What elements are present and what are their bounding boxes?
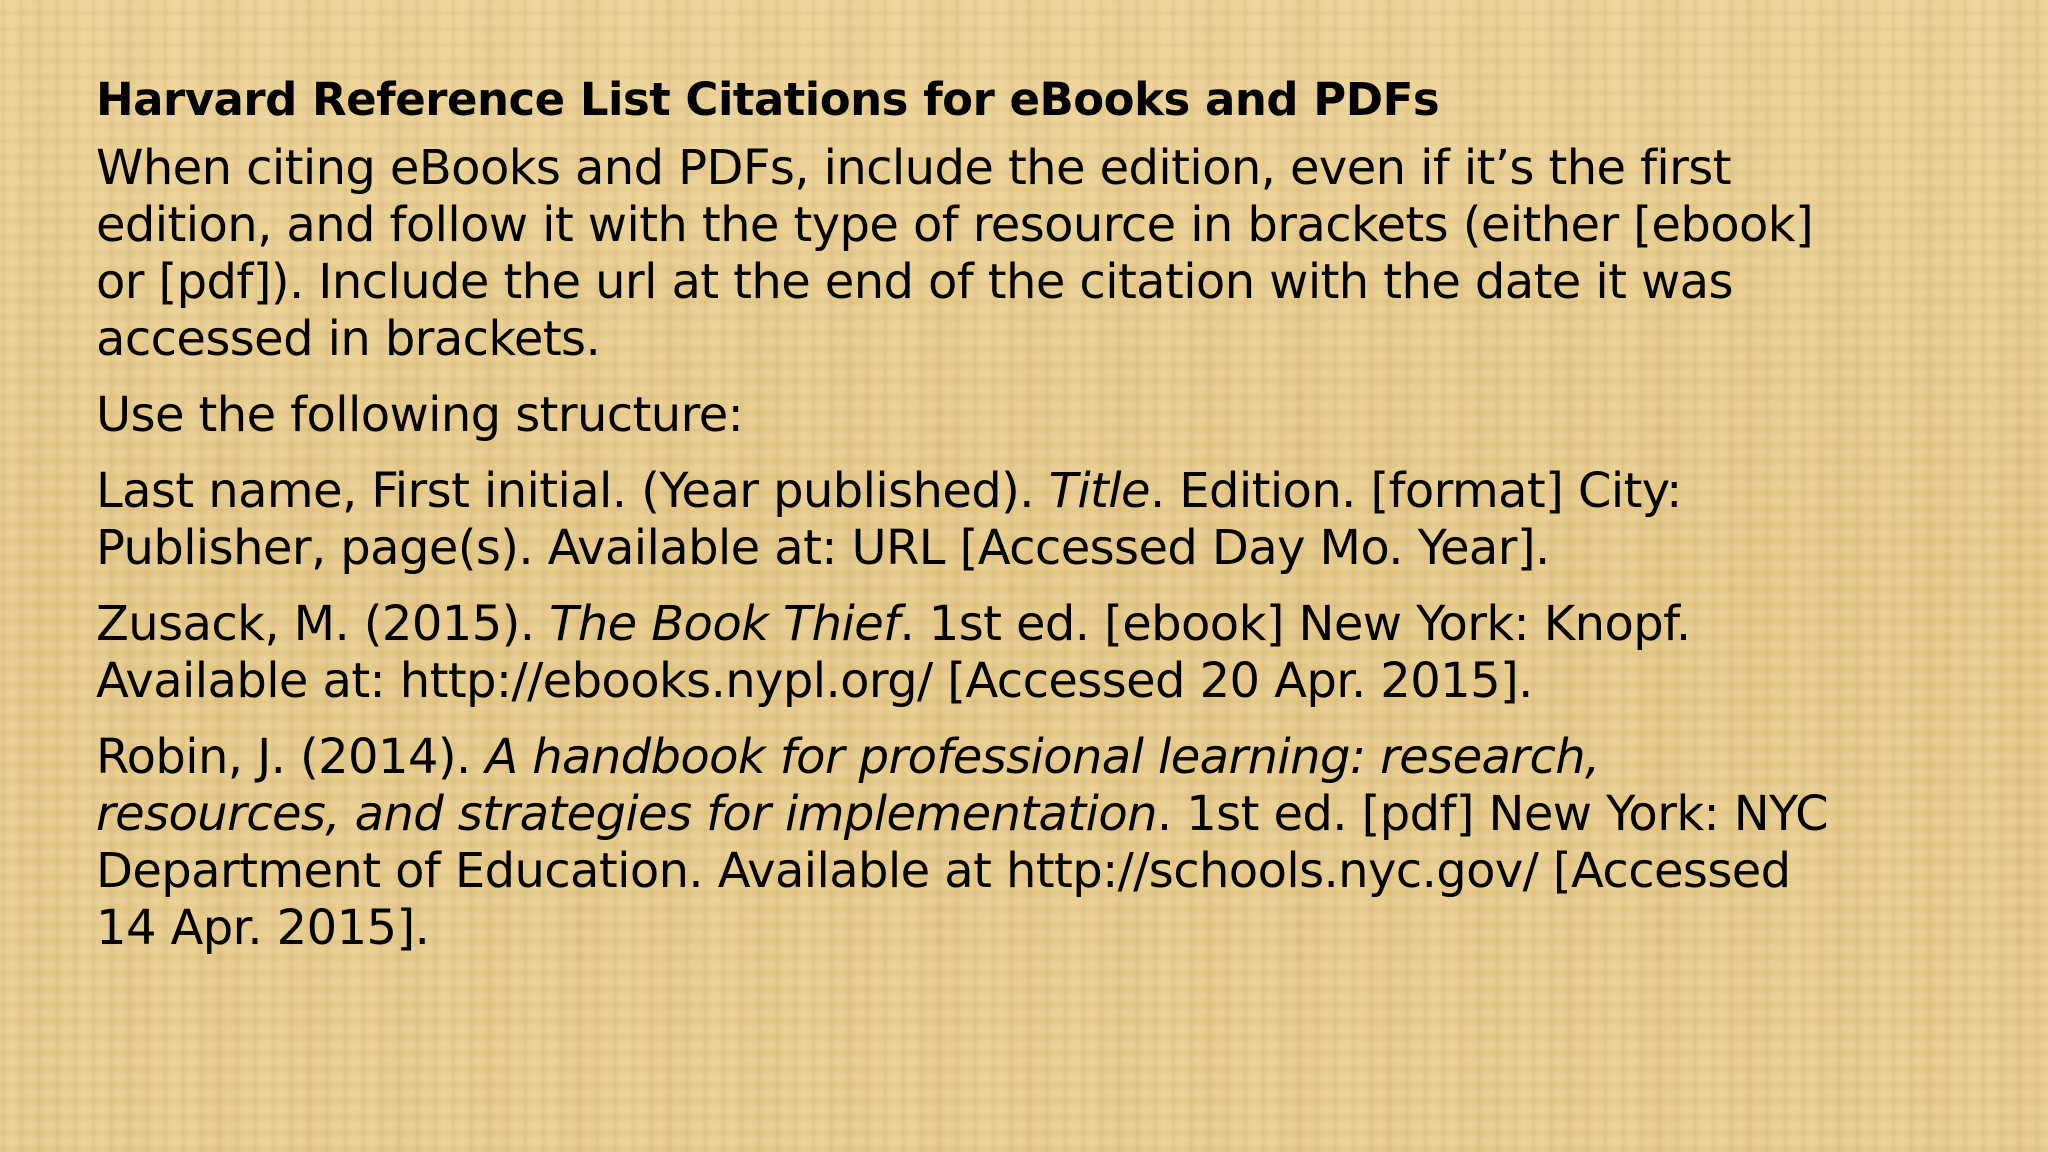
example2-line-4: 14 Apr. 2015]. <box>96 900 430 956</box>
example1-edition-publisher: . 1st ed. [ebook] New York: Knopf. <box>899 596 1691 652</box>
intro-paragraph <box>96 140 1996 368</box>
template-edition-format: . Edition. [format] City: <box>1149 463 1682 519</box>
example2-author-year: Robin, J. (2014). <box>96 729 486 785</box>
example2-line-2 <box>96 786 1996 843</box>
example2-title-part1: A handbook for professional learning: research, <box>485 729 1600 785</box>
example1-line-2: Available at: http://ebooks.nypl.org/ [Accessed 20 Apr. 2015]. <box>96 653 1533 709</box>
intro-line: edition, and follow it with the type of resource in brackets (either [ebook] <box>96 197 1814 253</box>
template-title: Title <box>1048 463 1150 519</box>
example1-author-year: Zusack, M. (2015). <box>96 596 550 652</box>
intro-line: accessed in brackets. <box>96 311 601 367</box>
structure-label <box>96 387 1996 444</box>
slide-title: Harvard Reference List Citations for eBooks and PDFs <box>96 73 1440 126</box>
citation-template <box>96 463 1996 577</box>
citation-example-ebook <box>96 596 1996 710</box>
intro-line: or [pdf]). Include the url at the end of the citation with the date it was <box>96 254 1733 310</box>
example1-title: The Book Thief <box>549 596 900 652</box>
example2-title-part2: resources, and strategies for implementation <box>96 786 1157 842</box>
example2-edition-publisher: . 1st ed. [pdf] New York: NYC <box>1156 786 1829 842</box>
template-author-year: Last name, First initial. (Year published). <box>96 463 1049 519</box>
citation-example-pdf <box>96 729 1996 957</box>
intro-line: When citing eBooks and PDFs, include the edition, even if it’s the first <box>96 140 1731 196</box>
example2-line-1 <box>96 729 1996 786</box>
example2-line-3: Department of Education. Available at http://schools.nyc.gov/ [Accessed <box>96 843 1791 899</box>
template-line-1 <box>96 463 1996 520</box>
example1-line-1 <box>96 596 1996 653</box>
structure-label-text: Use the following structure: <box>96 387 744 443</box>
template-line-2: Publisher, page(s). Available at: URL [Accessed Day Mo. Year]. <box>96 520 1550 576</box>
slide-content <box>96 66 1996 976</box>
